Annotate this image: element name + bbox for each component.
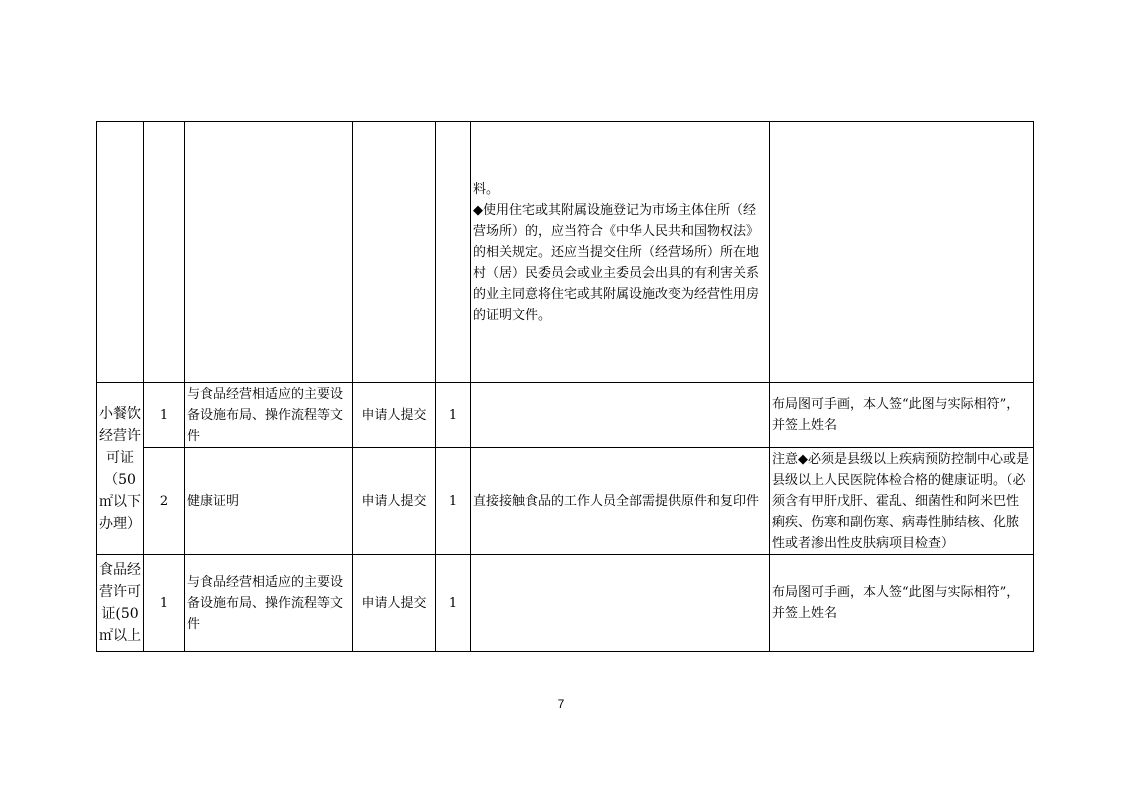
source-cell: 申请人提交	[353, 555, 436, 652]
category-cell: 小餐饮经营许可证（50㎡以下办理）	[97, 383, 144, 555]
seq-cell: 1	[144, 383, 185, 448]
notes-cell: 布局图可手画，本人签“此图与实际相符”，并签上姓名	[770, 555, 1034, 652]
table-row	[97, 383, 1034, 448]
material-cell: 健康证明	[185, 448, 353, 555]
source-cell: 申请人提交	[353, 448, 436, 555]
copies-cell: 1	[436, 448, 471, 555]
requirements-text-paragraph: ◆使用住宅或其附属设施登记为市场主体住所（经营场所）的，应当符合《中华人民共和国物权法》的相关规定。还应当提交住所（经营场所）所在地村（居）民委员会或业主委员会出具的有利害关系的业主同意将住宅或其附属设施改变为经营性用房的证明文件。	[473, 202, 760, 323]
requirements-text-line: 料。	[473, 181, 500, 197]
material-cell	[185, 122, 353, 383]
requirements-cell: 直接接触食品的工作人员全部需提供原件和复印件	[471, 448, 770, 555]
source-cell: 申请人提交	[353, 383, 436, 448]
requirements-cell	[471, 122, 770, 383]
notes-cell	[770, 122, 1034, 383]
source-cell	[353, 122, 436, 383]
notes-cell: 注意◆必须是县级以上疾病预防控制中心或是县级以上人民医院体检合格的健康证明。（必须含有甲肝戊肝、霍乱、细菌性和阿米巴性痢疾、伤寒和副伤寒、病毒性肺结核、化脓性或者渗出性皮肤病项目检查）	[770, 448, 1034, 555]
seq-cell	[144, 122, 185, 383]
page-number: 7	[557, 697, 565, 711]
copies-cell: 1	[436, 555, 471, 652]
notes-cell: 布局图可手画，本人签“此图与实际相符”，并签上姓名	[770, 383, 1034, 448]
seq-cell: 2	[144, 448, 185, 555]
category-cell: 食品经营许可证(50㎡以上	[97, 555, 144, 652]
table-row	[97, 448, 1034, 555]
category-cell	[97, 122, 144, 383]
copies-cell	[436, 122, 471, 383]
requirements-cell	[471, 383, 770, 448]
material-cell: 与食品经营相适应的主要设备设施布局、操作流程等文件	[185, 555, 353, 652]
table-row-continuation	[97, 122, 1034, 383]
requirements-table	[96, 121, 1034, 652]
copies-cell: 1	[436, 383, 471, 448]
table-row	[97, 555, 1034, 652]
seq-cell: 1	[144, 555, 185, 652]
requirements-cell	[471, 555, 770, 652]
material-cell: 与食品经营相适应的主要设备设施布局、操作流程等文件	[185, 383, 353, 448]
